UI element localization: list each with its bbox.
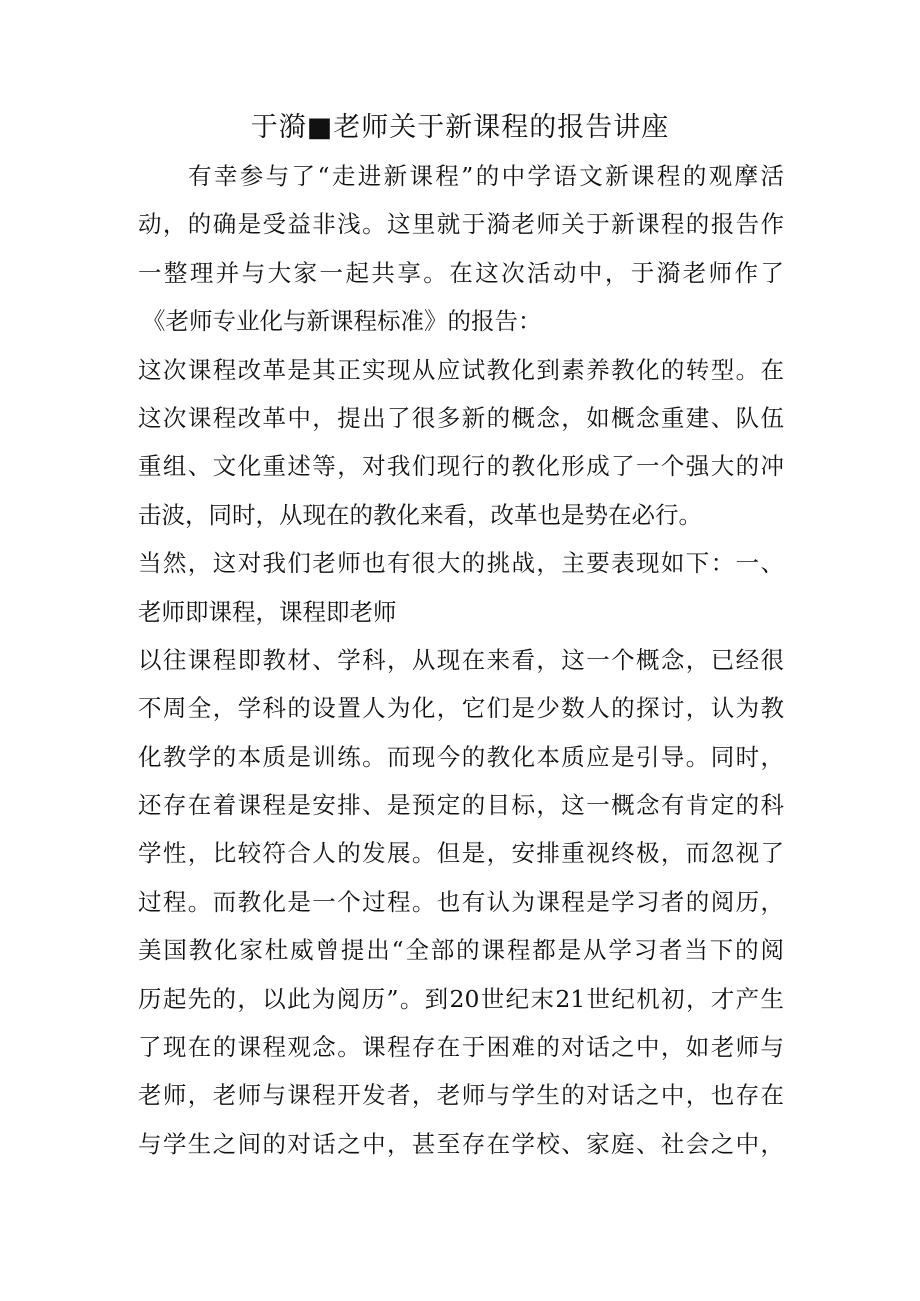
paragraph-line: 一整理并与大家一起共享。在这次活动中，于漪老师作了: [138, 258, 784, 287]
paragraph-line: 历起先的，以此为阅历”。到20世纪末21世纪机初，才产生: [138, 984, 784, 1013]
document-body: [138, 152, 784, 1168]
paragraph-line: 过程。而教化是一个过程。也有认为课程是学习者的阅历，: [138, 887, 784, 916]
paragraph-line: 当然，这对我们老师也有很大的挑战，主要表现如下：一、: [138, 549, 784, 578]
paragraph-line: 与学生之间的对话之中，甚至存在学校、家庭、社会之中，: [138, 1129, 784, 1158]
paragraph-line: 动，的确是受益非浅。这里就于漪老师关于新课程的报告作: [138, 210, 784, 239]
paragraph-line: 老师，老师与课程开发者，老师与学生的对话之中，也存在: [138, 1081, 784, 1110]
paragraph-line: 了现在的课程观念。课程存在于困难的对话之中，如老师与: [138, 1033, 784, 1062]
paragraph-line: 重组、文化重述等，对我们现行的教化形成了一个强大的冲: [138, 452, 784, 481]
paragraph-line: 还存在着课程是安排、是预定的目标，这一概念有肯定的科: [138, 791, 784, 820]
paragraph-line: 有幸参与了“走进新课程”的中学语文新课程的观摩活: [188, 162, 784, 190]
paragraph-line: 化教学的本质是训练。而现今的教化本质应是引导。同时，: [138, 742, 784, 771]
paragraph-line: 美国教化家杜威曾提出“全部的课程都是从学习者当下的阅: [138, 936, 784, 965]
paragraph-line: 学性，比较符合人的发展。但是，安排重视终极，而忽视了: [138, 839, 784, 868]
paragraph-line: 击波，同时，从现在的教化来看，改革也是势在必行。: [138, 500, 702, 529]
paragraph-line: 以往课程即教材、学科，从现在来看，这一个概念，已经很: [138, 645, 784, 674]
paragraph-line: 老师即课程，课程即老师: [138, 597, 397, 626]
paragraph-line: 这次课程改革中，提出了很多新的概念，如概念重建、队伍: [138, 403, 784, 432]
paragraph-line: 不周全，学科的设置人为化，它们是少数人的探讨，认为教: [138, 694, 784, 723]
document-title: 于漪■老师关于新课程的报告讲座: [250, 112, 670, 143]
paragraph-line: 《老师专业化与新课程标准》的报告：: [142, 307, 542, 336]
paragraph-line: 这次课程改革是其正实现从应试教化到素养教化的转型。在: [138, 355, 784, 384]
